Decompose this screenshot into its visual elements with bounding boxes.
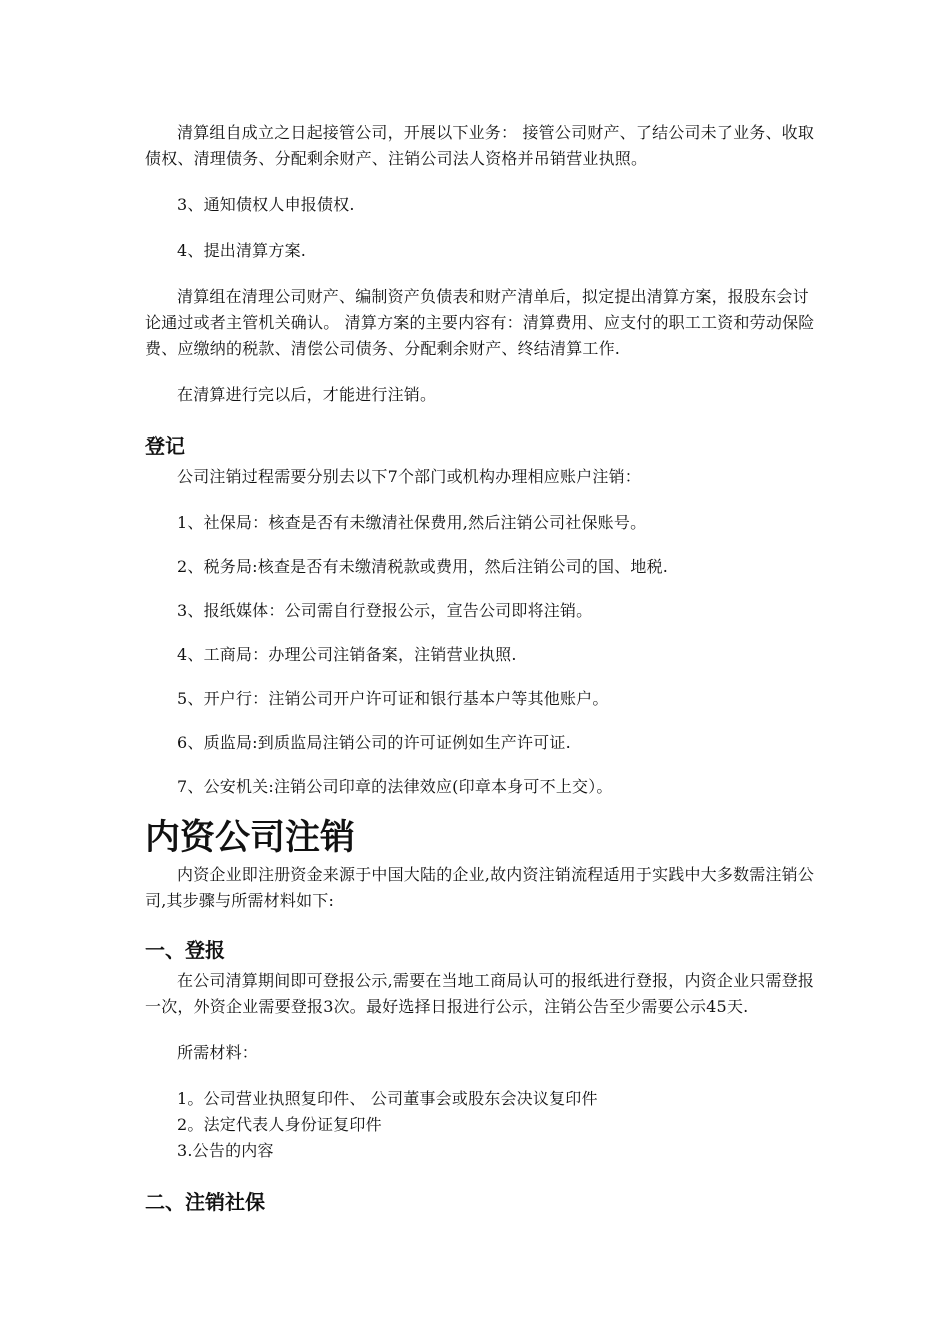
material-item-id-copy: 2。法定代表人身份证复印件 [177,1115,382,1134]
paragraph-after-liquidation: 在清算进行完以后，才能进行注销。 [177,385,437,404]
register-item-public-security: 7、公安机关:注销公司印章的法律效应(印章本身可不上交）。 [177,777,613,796]
paragraph-takeover: 清算组自成立之日起接管公司，开展以下业务： 接管公司财产、了结公司未了业务、收取债权、清理债务、分配剩余财产、注销公司法人资格并吊销营业执照。 [145,123,815,168]
material-item-notice-content: 3.公告的内容 [177,1141,274,1160]
materials-list [145,1086,815,1164]
register-item-industry-commerce: 4、工商局：办理公司注销备案，注销营业执照. [177,645,517,664]
paragraph-newspaper-notice: 在公司清算期间即可登报公示,需要在当地工商局认可的报纸进行登报，内资企业只需登报一次，外资企业需要登报3次。最好选择日报进行公示，注销公告至少需要公示45天. [145,971,815,1016]
material-item-license-resolution: 1。公司营业执照复印件、 公司董事会或股东会决议复印件 [177,1089,598,1108]
heading-domestic-deregistration: 内资公司注销 [145,818,356,858]
heading-step-social-security: 二、注销社保 [145,1190,265,1214]
item-propose-plan: 4、提出清算方案. [177,241,307,260]
materials-label: 所需材料： [177,1043,259,1062]
register-item-tax-bureau: 2、税务局:核查是否有未缴清税款或费用，然后注销公司的国、地税. [177,557,669,576]
heading-register: 登记 [145,434,185,458]
paragraph-domestic-intro: 内资企业即注册资金来源于中国大陆的企业,故内资注销流程适用于实践中大多数需注销公司,其步骤与所需材料如下: [145,865,815,910]
item-notify-creditors: 3、通知债权人申报债权. [177,195,355,214]
paragraph-liquidation-plan: 清算组在清理公司财产、编制资产负债表和财产清单后，拟定提出清算方案，报股东会讨论通过或者主管机关确认。 清算方案的主要内容有：清算费用、应支付的职工工资和劳动保险费、应缴纳的税款、清偿公司债务、分配剩余财产、终结清算工作. [145,287,815,358]
heading-step-newspaper: 一、登报 [145,938,225,962]
document-page [145,120,815,1220]
paragraph-register-intro: 公司注销过程需要分别去以下7个部门或机构办理相应账户注销： [177,467,641,486]
register-item-quality-supervision: 6、质监局:到质监局注销公司的许可证例如生产许可证. [177,733,571,752]
register-item-social-security: 1、社保局：核查是否有未缴清社保费用,然后注销公司社保账号。 [177,513,647,532]
register-item-newspaper: 3、报纸媒体：公司需自行登报公示，宣告公司即将注销。 [177,601,593,620]
register-item-bank: 5、开户行：注销公司开户许可证和银行基本户等其他账户。 [177,689,609,708]
